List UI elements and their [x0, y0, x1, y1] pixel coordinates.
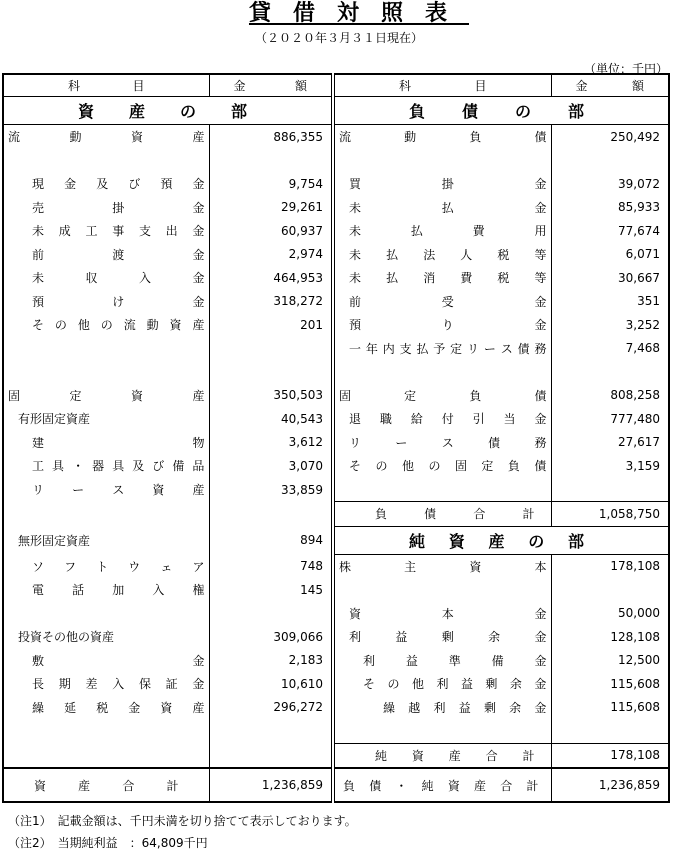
table-row: [3, 719, 669, 743]
assets-4-amount: 2,974: [209, 243, 333, 267]
header-item: 科 目: [3, 74, 209, 97]
table-row: [3, 196, 669, 220]
net_assets-3-amount: 12,500: [618, 653, 660, 668]
liabilities-12-label: そ の 他 の 固 定 負 債: [333, 454, 551, 478]
assets-9-amount: 40,543: [209, 407, 333, 431]
table-row: [3, 478, 669, 502]
empty-cell: [3, 149, 209, 173]
liabilities-11-label: リ ー ス 債 務: [333, 431, 551, 455]
liabilities-2-amount: 85,933: [618, 200, 660, 215]
liabilities-7-amount: 3,252: [625, 317, 660, 332]
liabilities-11-amount: 27,617: [618, 435, 660, 450]
assets-3-amount: 60,937: [209, 219, 333, 243]
assets-18-label: 長 期 差 入 保 証 金: [3, 672, 209, 696]
empty-cell: [3, 502, 209, 527]
assets-0-amount: 886,355: [209, 125, 333, 149]
assets-2-amount: 29,261: [209, 196, 333, 220]
liabilities-6-amount: 351: [637, 294, 660, 309]
balance-sheet-table: [2, 73, 670, 803]
net_assets-5-amount: 115,608: [610, 700, 660, 715]
note-1: （注1） 記載金額は、千円未満を切り捨てて表示しております。: [8, 814, 357, 828]
empty-cell: [551, 149, 669, 173]
table-row: [3, 625, 669, 649]
empty-cell: [3, 602, 209, 626]
assets-total-label: 資 産 合 計: [3, 768, 209, 802]
empty-cell: [551, 360, 669, 384]
empty-cell: [551, 478, 669, 502]
table-row: [3, 526, 669, 554]
net_assets-0-amount: 178,108: [610, 559, 660, 574]
net_assets-6-label: 純 資 産 合 計: [333, 743, 551, 768]
table-row: [3, 431, 669, 455]
assets-13-amount: 894: [209, 526, 333, 554]
assets-15-amount: 145: [209, 578, 333, 602]
net_assets-3-label: 利 益 準 備 金: [333, 649, 551, 673]
assets-1-label: 現 金 及 び 預 金: [3, 172, 209, 196]
net_assets-2-label: 利 益 剰 余 金: [333, 625, 551, 649]
assets-9-label: 有形固定資産: [3, 407, 209, 431]
table-row: [3, 743, 669, 768]
liabilities-3-amount: 77,674: [618, 223, 660, 238]
empty-cell: [3, 337, 209, 361]
net_assets-4-label: そ の 他 利 益 剰 余 金: [333, 672, 551, 696]
liabilities-4-amount: 6,071: [625, 247, 660, 262]
assets-14-amount: 748: [209, 554, 333, 578]
assets-0-label: 流 動 資 産: [3, 125, 209, 149]
assets-8-amount: 350,503: [209, 384, 333, 408]
assets-5-label: 未 収 入 金: [3, 266, 209, 290]
liabilities-7-label: 預 り 金: [333, 313, 551, 337]
table-row: [3, 313, 669, 337]
net_assets-1-amount: 50,000: [618, 606, 660, 621]
net_assets-4-amount: 115,608: [610, 676, 660, 691]
liabilities-0-amount: 250,492: [610, 129, 660, 144]
net_assets-1-label: 資 本 金: [333, 602, 551, 626]
assets-18-amount: 10,610: [209, 672, 333, 696]
table-row: [3, 149, 669, 173]
header-amount: 金 額: [209, 74, 333, 97]
assets-11-label: 工 具 ・ 器 具 及 び 備 品: [3, 454, 209, 478]
table-row: [3, 407, 669, 431]
assets-7-label: そ の 他 の 流 動 資 産: [3, 313, 209, 337]
liabilities-10-label: 退 職 給 付 引 当 金: [333, 407, 551, 431]
as-of-date: （２０２０年３月３１日現在）: [254, 31, 423, 45]
net_assets-0-label: 株 主 資 本: [333, 554, 551, 578]
assets-6-label: 預 け 金: [3, 290, 209, 314]
assets-15-label: 電 話 加 入 権: [3, 578, 209, 602]
liabilities-10-amount: 777,480: [610, 411, 660, 426]
liabilities-5-amount: 30,667: [618, 270, 660, 285]
assets-11-amount: 3,070: [209, 454, 333, 478]
assets-heading: 資 産 の 部: [3, 97, 333, 125]
assets-7-amount: 201: [209, 313, 333, 337]
liabilities-13-amount: 1,058,750: [551, 502, 669, 527]
empty-cell: [209, 360, 333, 384]
net_assets-2-amount: 128,108: [610, 629, 660, 644]
assets-13-label: 無形固定資産: [3, 526, 209, 554]
table-row: [3, 384, 669, 408]
liabilities-1-amount: 39,072: [618, 176, 660, 191]
empty-cell: [3, 719, 209, 743]
empty-cell: [333, 149, 551, 173]
table-row: [3, 696, 669, 720]
assets-16-amount: 309,066: [209, 625, 333, 649]
liabilities-1-label: 買 掛 金: [333, 172, 551, 196]
header-amount: 金 額: [551, 74, 669, 97]
liabilities-2-label: 未 払 金: [333, 196, 551, 220]
empty-cell: [333, 578, 551, 602]
table-row: [3, 502, 669, 527]
liabilities-3-label: 未 払 費 用: [333, 219, 551, 243]
page-title: 貸借対照表: [248, 1, 469, 26]
empty-cell: [209, 602, 333, 626]
assets-3-label: 未 成 工 事 支 出 金: [3, 219, 209, 243]
net-assets-heading: 純 資 産 の 部: [333, 526, 669, 554]
empty-cell: [551, 719, 669, 743]
empty-cell: [3, 743, 209, 768]
note-2: （注2） 当期純利益 ：64,809千円: [8, 836, 208, 850]
assets-12-label: リ ー ス 資 産: [3, 478, 209, 502]
empty-cell: [209, 337, 333, 361]
assets-8-label: 固 定 資 産: [3, 384, 209, 408]
table-row: [3, 360, 669, 384]
empty-cell: [209, 149, 333, 173]
liabilities-4-label: 未 払 法 人 税 等: [333, 243, 551, 267]
table-row: [3, 219, 669, 243]
table-row: [3, 337, 669, 361]
liabilities-0-label: 流 動 負 債: [333, 125, 551, 149]
net_assets-6-amount: 178,108: [551, 743, 669, 768]
empty-cell: [333, 719, 551, 743]
table-row: [3, 649, 669, 673]
assets-12-amount: 33,859: [209, 478, 333, 502]
assets-19-amount: 296,272: [209, 696, 333, 720]
assets-17-label: 敷 金: [3, 649, 209, 673]
assets-10-amount: 3,612: [209, 431, 333, 455]
empty-cell: [333, 478, 551, 502]
empty-cell: [3, 360, 209, 384]
liabilities-8-amount: 7,468: [625, 341, 660, 356]
empty-cell: [209, 502, 333, 527]
header-row: [3, 74, 669, 97]
table-row: [3, 454, 669, 478]
table-row: [3, 578, 669, 602]
table-row: [3, 172, 669, 196]
empty-cell: [551, 578, 669, 602]
table-row: [3, 243, 669, 267]
header-item: 科 目: [333, 74, 551, 97]
assets-19-label: 繰 延 税 金 資 産: [3, 696, 209, 720]
assets-10-label: 建 物: [3, 431, 209, 455]
net_assets-5-label: 繰 越 利 益 剰 余 金: [333, 696, 551, 720]
liab-net-total-label: 負 債 ・ 純 資 産 合 計: [333, 768, 551, 802]
table-row: [3, 672, 669, 696]
table-row: [3, 290, 669, 314]
liab-net-total-amount: 1,236,859: [551, 768, 669, 802]
liabilities-13-label: 負 債 合 計: [333, 502, 551, 527]
liabilities-5-label: 未 払 消 費 税 等: [333, 266, 551, 290]
assets-1-amount: 9,754: [209, 172, 333, 196]
liabilities-heading: 負 債 の 部: [333, 97, 669, 125]
grand-total-row: [3, 768, 669, 802]
assets-16-label: 投資その他の資産: [3, 625, 209, 649]
liabilities-9-label: 固 定 負 債: [333, 384, 551, 408]
assets-6-amount: 318,272: [209, 290, 333, 314]
assets-14-label: ソ フ ト ウ ェ ア: [3, 554, 209, 578]
liabilities-12-amount: 3,159: [625, 458, 660, 473]
table-row: [3, 125, 669, 149]
table-row: [3, 602, 669, 626]
empty-cell: [209, 719, 333, 743]
empty-cell: [333, 360, 551, 384]
assets-2-label: 売 掛 金: [3, 196, 209, 220]
liabilities-9-amount: 808,258: [610, 388, 660, 403]
table-row: [3, 266, 669, 290]
section-heading-row: [3, 97, 669, 125]
assets-4-label: 前 渡 金: [3, 243, 209, 267]
liabilities-8-label: 一 年 内 支 払 予 定 リ ー ス 債 務: [333, 337, 551, 361]
assets-total-amount: 1,236,859: [209, 768, 333, 802]
liabilities-6-label: 前 受 金: [333, 290, 551, 314]
assets-17-amount: 2,183: [209, 649, 333, 673]
assets-5-amount: 464,953: [209, 266, 333, 290]
unit-label: （単位：千円）: [583, 62, 668, 76]
table-row: [3, 554, 669, 578]
empty-cell: [209, 743, 333, 768]
